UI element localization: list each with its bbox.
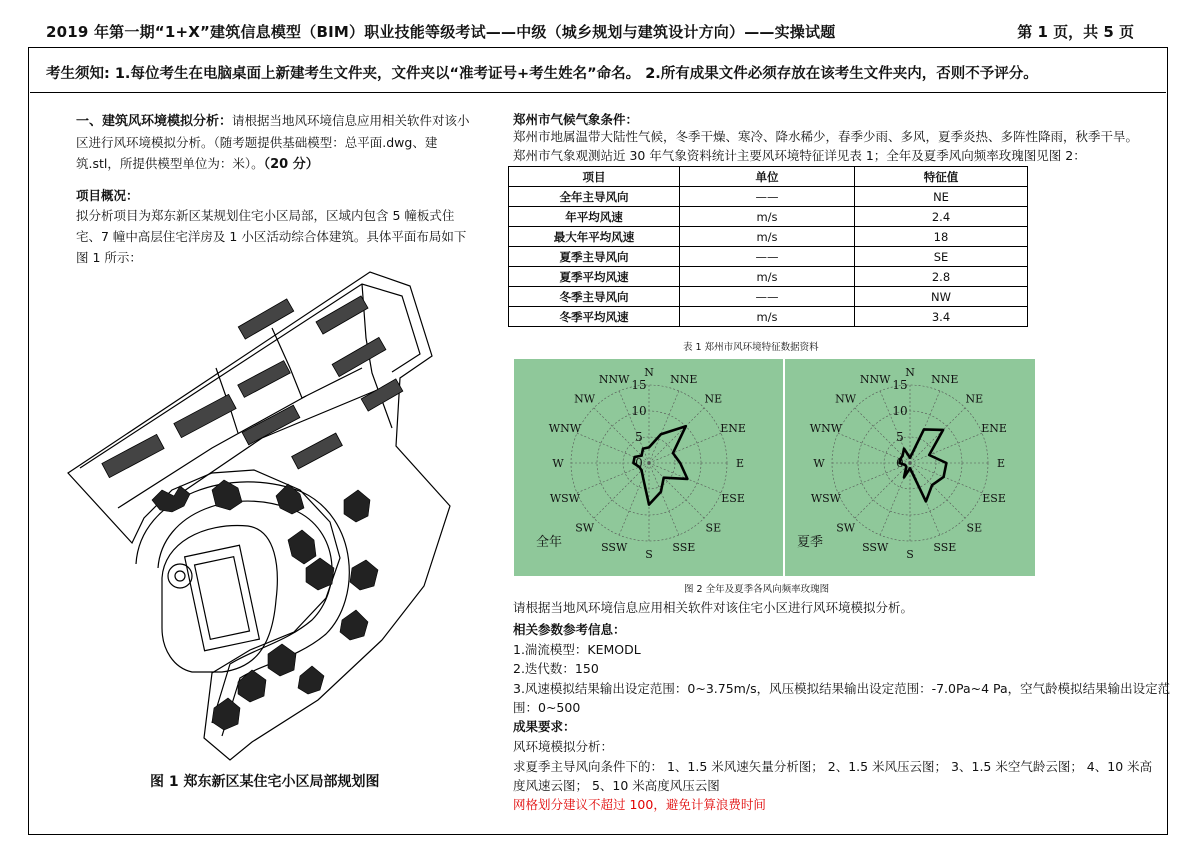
rose-direction-label: SSW: [601, 541, 628, 555]
rose-direction-label: NNW: [859, 372, 891, 386]
rose-title: 全年: [536, 535, 563, 550]
rose-direction-label: NNE: [670, 372, 698, 386]
rose-direction-label: SSE: [933, 541, 957, 555]
cell-unit: m/s: [680, 307, 855, 327]
candidate-notice: 考生须知: 1.每位考生在电脑桌面上新建考生文件夹，文件夹以“准考证号+考生姓名”命名。 2.所有成果文件必须存放在该考生文件夹内，否则不予评分。: [46, 66, 1038, 82]
wind-table: [508, 166, 1028, 327]
rose-direction-label: SE: [966, 521, 983, 535]
table-row: [509, 207, 1028, 227]
param-output-range-cont: 围：0~500: [513, 700, 581, 715]
rose-direction-label: ENE: [981, 422, 1007, 436]
cell-item: 夏季平均风速: [509, 267, 680, 287]
climate-line2: 郑州市气象观测站近 30 年气象资料统计主要风环境特征详见表 1；全年及夏季风向频率玫瑰图见图 2：: [513, 148, 1086, 163]
rose-spoke: [910, 463, 965, 518]
rose-direction-label: WNW: [809, 422, 843, 436]
table-caption: 表 1 郑州市风环境特征数据资料: [683, 342, 819, 353]
rose-direction-label: WSW: [810, 491, 842, 505]
results-line2: 度风速云图； 5、10 米高度风压云图: [513, 778, 720, 793]
mesh-note: 网格划分建议不超过 100，避免计算浪费时间: [513, 797, 766, 812]
rose-title: 夏季: [797, 535, 824, 550]
table-row: [509, 287, 1028, 307]
rose-direction-label: N: [905, 366, 915, 379]
wind-rose-panel: [514, 359, 1035, 576]
cell-unit: ——: [680, 287, 855, 307]
cell-value: NW: [855, 287, 1028, 307]
rose-direction-label: SSE: [672, 541, 696, 555]
figure1-caption: 图 1 郑东新区某住宅小区局部规划图: [150, 774, 380, 790]
overview-heading: 项目概况：: [76, 188, 139, 203]
table-row: [509, 247, 1028, 267]
cell-item: 冬季主导风向: [509, 287, 680, 307]
rose-ring-label: 0: [635, 456, 643, 470]
rose-ring-label: 5: [896, 430, 904, 444]
rose-direction-label: SW: [836, 521, 856, 535]
cell-value: 18: [855, 227, 1028, 247]
rose-direction-label: W: [552, 457, 564, 470]
rose-direction-label: ESE: [721, 491, 745, 505]
rose-spoke: [910, 408, 965, 463]
rose-direction-label: NE: [965, 392, 984, 406]
page-number: 第 1 页，共 5 页: [1017, 23, 1134, 41]
cell-item: 年平均风速: [509, 207, 680, 227]
section-title: [76, 110, 476, 175]
site-plan-drawing: [62, 268, 452, 768]
cell-item: 夏季主导风向: [509, 247, 680, 267]
table-row: [509, 187, 1028, 207]
cell-unit: ——: [680, 247, 855, 267]
cell-item: 全年主导风向: [509, 187, 680, 207]
rose-direction-label: W: [813, 457, 825, 470]
climate-line1: 郑州市地属温带大陆性气候，冬季干燥、寒冷、降水稀少，春季少雨、多风，夏季炎热、多阵性降雨，秋季干旱。: [513, 129, 1139, 144]
cell-item: 冬季平均风速: [509, 307, 680, 327]
cell-unit: m/s: [680, 207, 855, 227]
rose-ring-label: 10: [892, 404, 908, 418]
instruction-text: 请根据当地风环境信息应用相关软件对该住宅小区进行风环境模拟分析。: [513, 600, 914, 615]
rose-ring-label: 5: [635, 430, 643, 444]
rose-direction-label: N: [644, 366, 654, 379]
cell-value: SE: [855, 247, 1028, 267]
rose-direction-label: E: [735, 457, 745, 470]
table-header-row: [509, 167, 1028, 187]
params-heading: 相关参数参考信息：: [513, 622, 626, 637]
overview-text: 拟分析项目为郑东新区某规划住宅小区局部，区域内包含 5 幢板式住宅、7 幢中高层住宅洋房及 1 小区活动综合体建筑。具体平面布局如下图 1 所示：: [76, 208, 467, 265]
rose-direction-label: WNW: [548, 422, 582, 436]
rose-spoke: [619, 391, 649, 463]
figure2-caption: 图 2 全年及夏季各风向频率玫瑰图: [684, 584, 830, 595]
header-item: 项目: [509, 167, 680, 187]
rose-series-line: [900, 429, 947, 501]
param-turbulence: 1.湍流模型：KEMODL: [513, 642, 641, 657]
rose-direction-label: NNW: [598, 372, 630, 386]
rose-ring-label: 10: [631, 404, 647, 418]
exam-title: 2019 年第一期“1+X”建筑信息模型（BIM）职业技能等级考试——中级（城乡规划与建筑设计方向）——实操试题: [46, 23, 836, 41]
cell-unit: ——: [680, 187, 855, 207]
rose-direction-label: NNE: [931, 372, 959, 386]
cell-value: 3.4: [855, 307, 1028, 327]
section-title-text: 请根据当地风环境信息应用相关软件对该小区进行风环境模拟分析。（随考题提供基础模型：总平面.dwg、建筑.stl，所提供模型单位为：米）。: [76, 113, 470, 171]
notice-divider: [30, 92, 1166, 93]
rose-direction-label: ESE: [982, 491, 1006, 505]
param-output-range: 3.风速模拟结果输出设定范围：0~3.75m/s，风压模拟结果输出设定范围：-7.0Pa~4 Pa，空气龄模拟结果输出设定范: [513, 681, 1171, 696]
rose-spoke: [855, 463, 910, 518]
results-line1: 求夏季主导风向条件下的： 1、1.5 米风速矢量分析图； 2、1.5 米风压云图； 3、1.5 米空气龄云图； 4、10 米高: [513, 759, 1153, 774]
rose-direction-label: NE: [704, 392, 723, 406]
rose-spoke: [649, 463, 704, 518]
rose-direction-label: WSW: [549, 491, 581, 505]
rose-direction-label: SE: [705, 521, 722, 535]
table-row: [509, 307, 1028, 327]
section-title-bold: 一、建筑风环境模拟分析：: [76, 114, 233, 129]
rose-ring-label: 15: [892, 378, 908, 392]
cell-unit: m/s: [680, 227, 855, 247]
rose-direction-label: SSW: [862, 541, 889, 555]
rose-spoke: [910, 391, 940, 463]
rose-direction-label: NW: [574, 392, 596, 406]
rose-direction-label: NW: [835, 392, 857, 406]
section-score: （20 分）: [263, 157, 319, 172]
rose-direction-label: E: [996, 457, 1006, 470]
rose-direction-label: S: [645, 548, 653, 561]
rose-spoke: [619, 463, 649, 535]
cell-item: 最大年平均风速: [509, 227, 680, 247]
table-row: [509, 267, 1028, 287]
cell-unit: m/s: [680, 267, 855, 287]
rose-direction-label: S: [906, 548, 914, 561]
rose-spoke: [649, 408, 704, 463]
header-unit: 单位: [680, 167, 855, 187]
cell-value: 2.8: [855, 267, 1028, 287]
rose-ring-label: 0: [896, 456, 904, 470]
rose-direction-label: SW: [575, 521, 595, 535]
cell-value: NE: [855, 187, 1028, 207]
wind-rose-svg: [514, 359, 1035, 576]
param-iterations: 2.迭代数：150: [513, 661, 599, 676]
table-row: [509, 227, 1028, 247]
header-value: 特征值: [855, 167, 1028, 187]
climate-text: [513, 127, 1163, 165]
results-sub: 风环境模拟分析：: [513, 739, 614, 754]
rose-direction-label: ENE: [720, 422, 746, 436]
cell-value: 2.4: [855, 207, 1028, 227]
results-heading: 成果要求：: [513, 719, 576, 734]
rose-ring-label: 15: [631, 378, 647, 392]
rose-spoke: [649, 433, 721, 463]
climate-heading: 郑州市气候气象条件：: [513, 112, 639, 127]
